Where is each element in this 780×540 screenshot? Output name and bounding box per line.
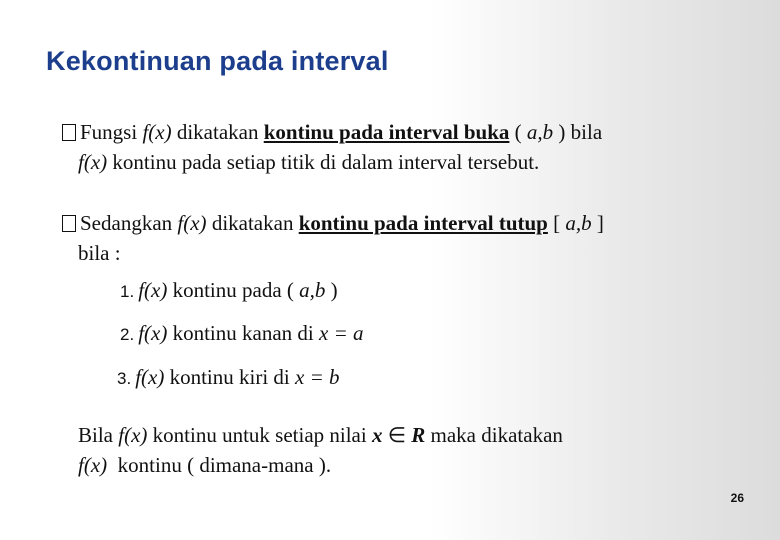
bullet-open-interval — [62, 117, 722, 177]
condition-var: x = a — [319, 321, 364, 345]
bullet1-mid: dikatakan — [171, 120, 264, 144]
condition-text: kontinu kanan di — [167, 321, 319, 345]
condition-number: 2. — [120, 325, 135, 344]
conclusion-end: maka dikatakan — [425, 423, 563, 447]
bullet1-line2-rest: kontinu pada setiap titik di dalam interval tersebut. — [107, 150, 540, 174]
condition-fx: f(x) — [135, 365, 165, 389]
bullet2-fx: f(x) — [177, 211, 207, 235]
bullet1-fx: f(x) — [142, 120, 172, 144]
condition-fx: f(x) — [138, 321, 168, 345]
condition-text: kontinu pada ( — [167, 278, 300, 302]
bullet1-line2-fx: f(x) — [78, 150, 108, 174]
condition-number: 1. — [120, 282, 135, 301]
bullet1-term: kontinu pada interval buka — [263, 120, 510, 144]
conclusion-fx: f(x) — [118, 423, 148, 447]
condition-item-3 — [117, 365, 340, 390]
conclusion — [78, 420, 738, 480]
bullet2-prefix: Sedangkan — [80, 211, 178, 235]
conclusion-real-set: R — [411, 423, 426, 447]
bullet1-prefix: Fungsi — [80, 120, 143, 144]
condition-item-2 — [120, 321, 364, 346]
condition-number: 3. — [117, 369, 132, 388]
conclusion-line2-rest: kontinu ( dimana-mana ). — [107, 453, 332, 477]
bullet1-end: ) bila — [553, 120, 603, 144]
conclusion-prefix: Bila — [78, 423, 119, 447]
condition-var: a,b — [299, 278, 326, 302]
bullet2-term: kontinu pada interval tutup — [298, 211, 548, 235]
condition-tail: ) — [325, 278, 338, 302]
conclusion-x: x — [371, 423, 383, 447]
element-of-symbol: ∈ — [382, 423, 412, 447]
page-number: 26 — [730, 491, 744, 505]
bullet2-end: ] — [591, 211, 604, 235]
bullet2-interval: a,b — [565, 211, 592, 235]
bullet2-mid: dikatakan — [206, 211, 299, 235]
checkbox-bullet-icon — [62, 215, 76, 232]
condition-item-1 — [120, 278, 338, 303]
bullet2-line2: bila : — [78, 241, 121, 265]
condition-var: x = b — [295, 365, 340, 389]
bullet1-after: ( — [509, 120, 527, 144]
checkbox-bullet-icon — [62, 124, 76, 141]
slide-title: Kekontinuan pada interval — [46, 46, 389, 76]
condition-text: kontinu kiri di — [164, 365, 296, 389]
conclusion-mid: kontinu untuk setiap nilai — [147, 423, 372, 447]
condition-fx: f(x) — [138, 278, 168, 302]
bullet-closed-interval — [62, 208, 722, 268]
bullet1-interval: a,b — [526, 120, 554, 144]
conclusion-line2-fx: f(x) — [78, 453, 108, 477]
bullet2-after: [ — [547, 211, 566, 235]
